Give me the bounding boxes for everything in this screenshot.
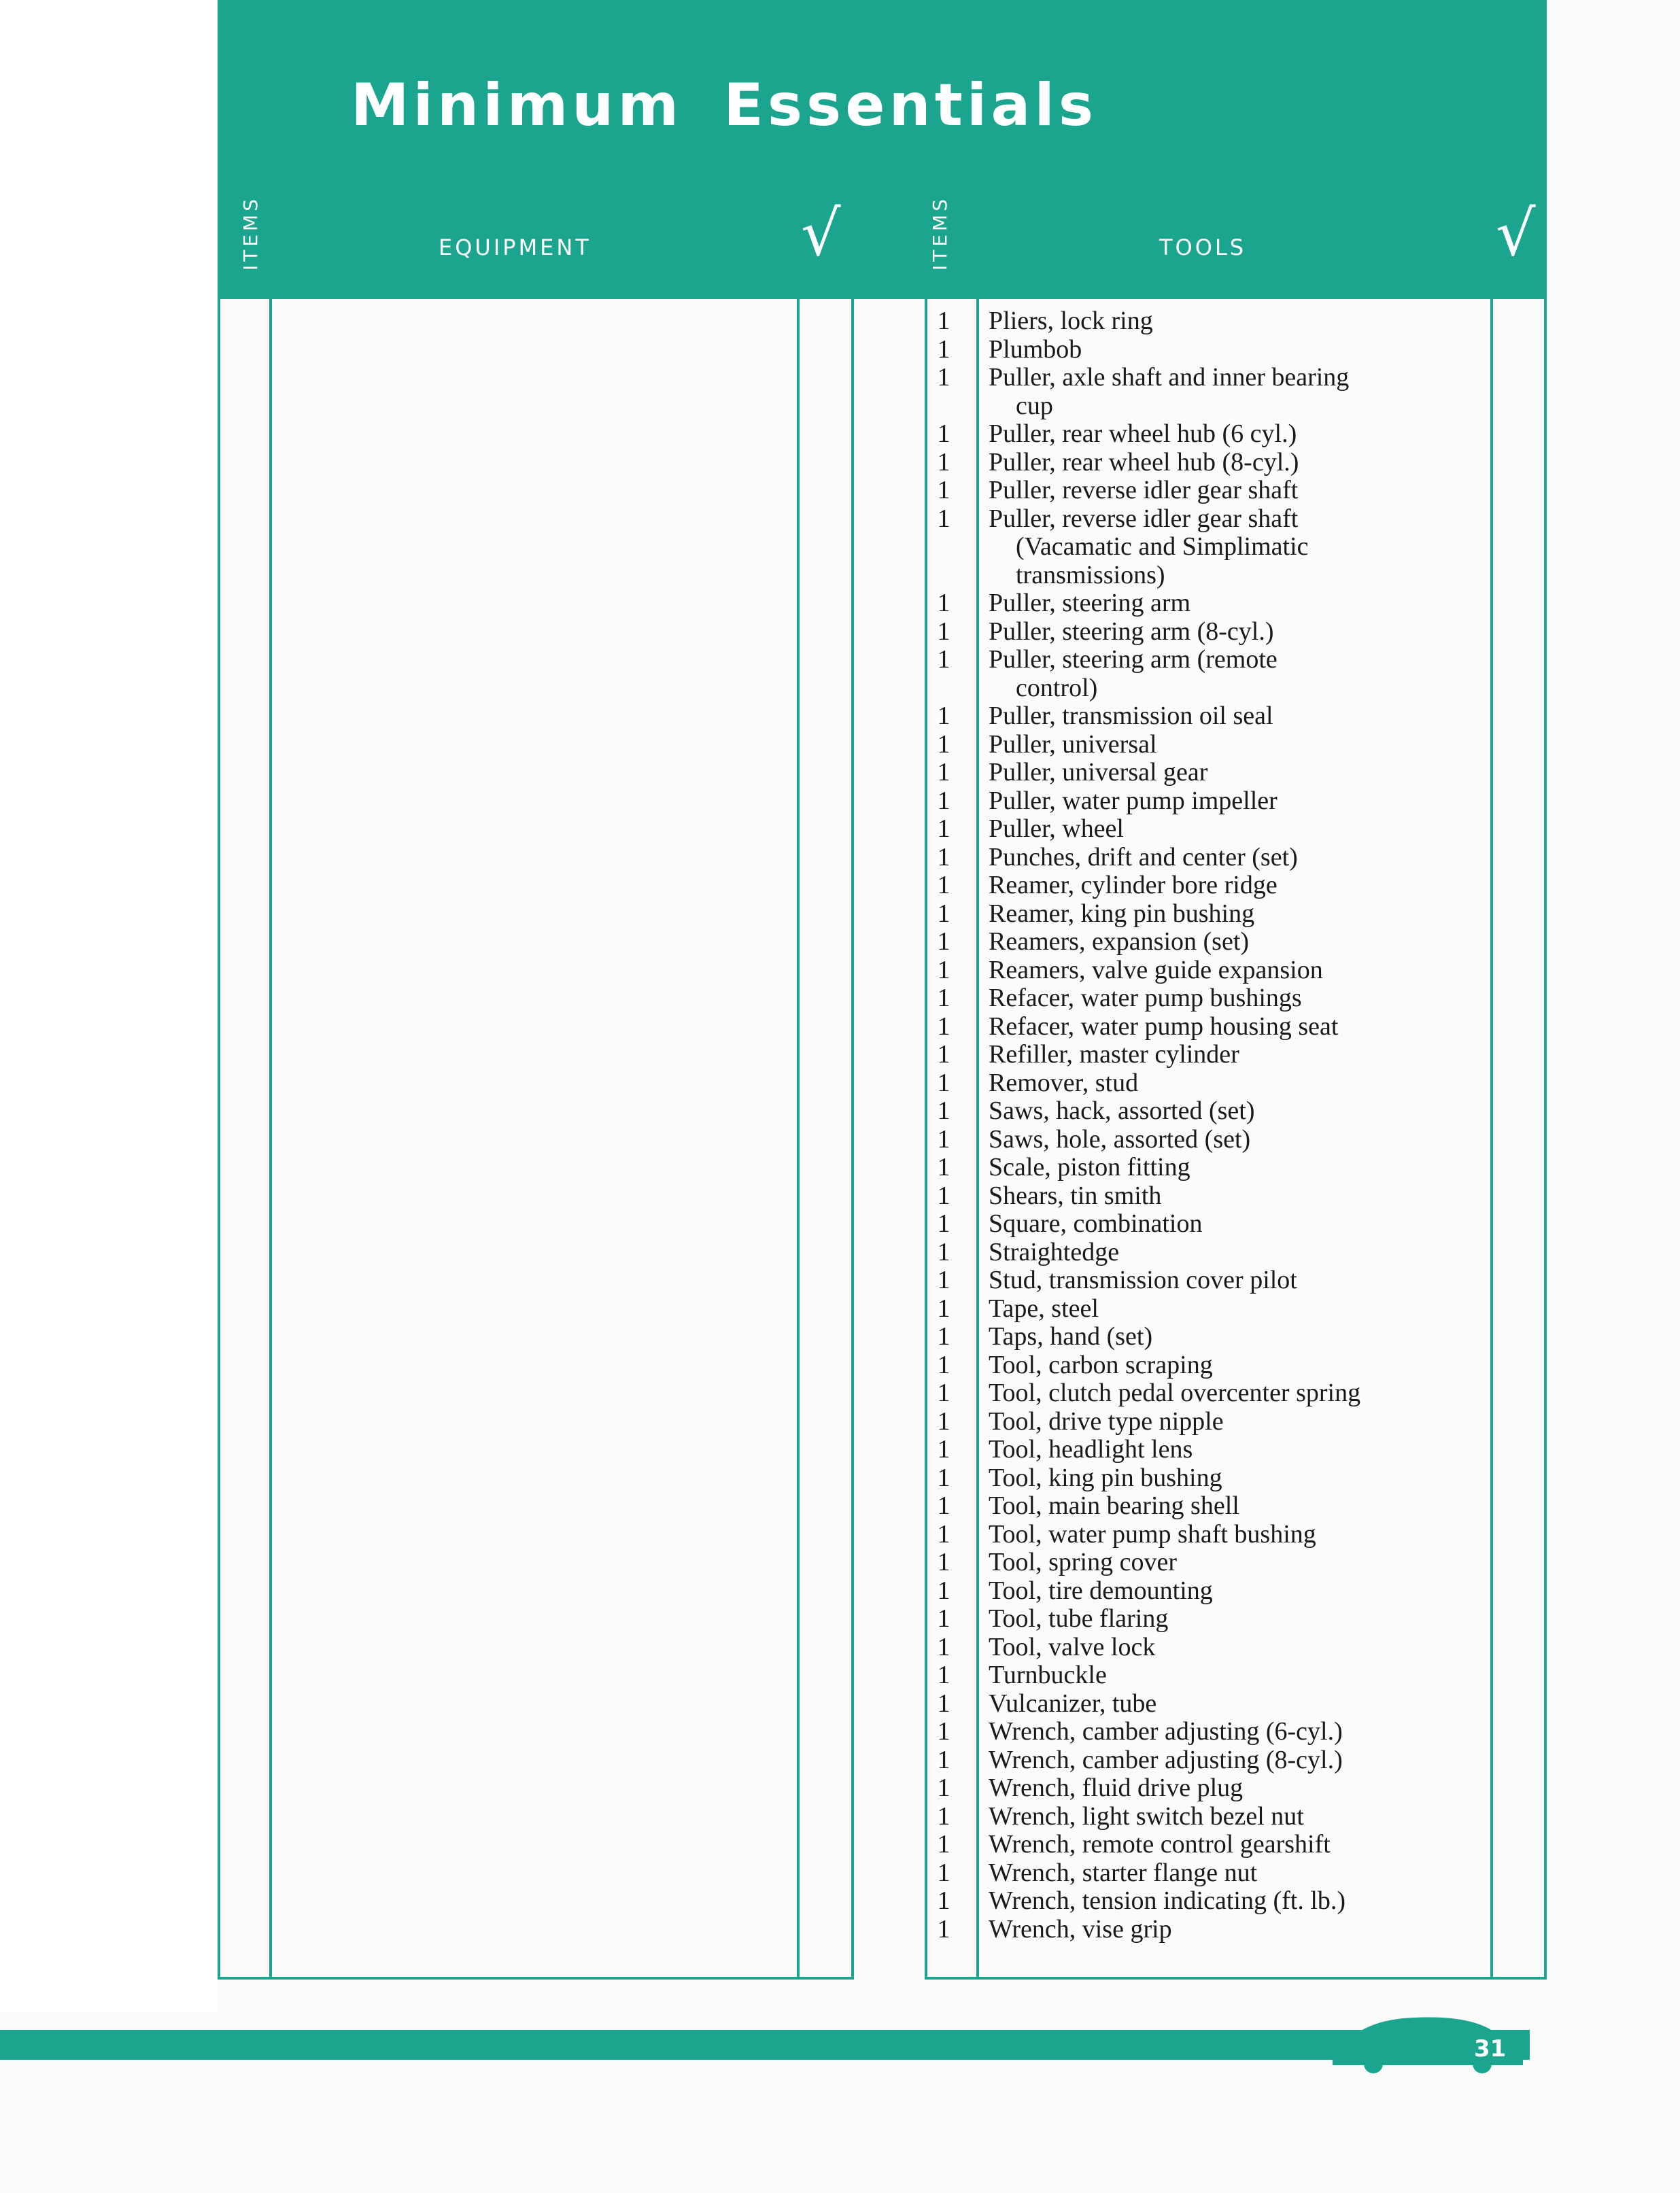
tool-row	[925, 787, 1537, 816]
tool-name-text: Wrench, starter flange nut	[989, 1858, 1258, 1887]
tool-name-text: Tape, steel	[989, 1294, 1099, 1323]
tool-name	[989, 928, 1451, 956]
tool-quantity: 1	[937, 1548, 950, 1576]
tool-name	[989, 1266, 1451, 1295]
tool-name-text: Tool, tire demounting	[989, 1576, 1213, 1605]
tool-name-text: Reamers, expansion (set)	[989, 927, 1250, 956]
tool-row	[925, 1718, 1537, 1746]
tool-name	[989, 1774, 1451, 1803]
tool-quantity: 1	[937, 1237, 950, 1266]
equipment-check-divider	[797, 299, 800, 1980]
tool-row	[925, 1295, 1537, 1324]
tool-name	[989, 1634, 1451, 1662]
tool-row	[925, 702, 1537, 731]
tool-name	[989, 420, 1451, 449]
tool-row	[925, 1351, 1537, 1380]
tool-name	[989, 1831, 1451, 1859]
footer-band	[0, 2030, 1530, 2060]
tool-quantity: 1	[937, 476, 950, 504]
tool-name-text: Wrench, tension indicating (ft. lb.)	[989, 1886, 1346, 1915]
tool-row	[925, 731, 1537, 759]
tool-name-text: Tool, clutch pedal overcenter spring	[989, 1379, 1361, 1407]
tool-quantity: 1	[937, 1886, 950, 1915]
tool-row	[925, 928, 1537, 956]
tool-name	[989, 1859, 1451, 1888]
tool-name-continuation: control)	[1016, 673, 1098, 702]
tool-name-text: Tool, tube flaring	[989, 1604, 1169, 1633]
tool-name-text: Refacer, water pump bushings	[989, 984, 1302, 1012]
tool-quantity: 1	[937, 1463, 950, 1492]
tool-name-text: Puller, rear wheel hub (8-cyl.)	[989, 447, 1299, 477]
tool-row	[925, 1408, 1537, 1436]
tool-name-text: Wrench, camber adjusting (8-cyl.)	[989, 1745, 1343, 1774]
tool-name-text: Tool, spring cover	[989, 1548, 1178, 1576]
tool-quantity: 1	[937, 729, 950, 759]
tool-quantity: 1	[937, 1914, 950, 1944]
tool-row	[925, 618, 1537, 646]
tool-name-text: Straightedge	[989, 1237, 1120, 1266]
tool-name-text: Puller, axle shaft and inner bearing	[989, 363, 1350, 392]
tool-row	[925, 1859, 1537, 1888]
tool-name-text: Puller, universal	[989, 729, 1157, 759]
tool-name	[989, 1887, 1451, 1916]
tool-row	[925, 1097, 1537, 1126]
equipment-items-label: ITEMS	[239, 196, 262, 271]
table-gap	[854, 299, 908, 1982]
tool-name-text: Square, combination	[989, 1209, 1203, 1238]
tool-name-text: Puller, universal gear	[989, 758, 1208, 787]
tool-quantity: 1	[937, 899, 950, 928]
tool-quantity: 1	[937, 1096, 950, 1125]
tool-row	[925, 420, 1537, 449]
tool-row	[925, 1210, 1537, 1239]
tool-row	[925, 1239, 1537, 1267]
page-margin	[0, 0, 218, 2012]
equipment-border-left	[218, 299, 220, 1980]
tool-row	[925, 759, 1537, 787]
tool-name-text: Tool, headlight lens	[989, 1435, 1193, 1464]
tool-row	[925, 1605, 1537, 1634]
tool-row	[925, 1746, 1537, 1775]
tool-row	[925, 1831, 1537, 1859]
tool-quantity: 1	[937, 1632, 950, 1661]
tool-row	[925, 1436, 1537, 1464]
tool-name-text: Tool, drive type nipple	[989, 1406, 1224, 1436]
tool-name-text: Wrench, vise grip	[989, 1914, 1172, 1944]
tool-quantity: 1	[937, 1661, 950, 1689]
tool-name	[989, 1041, 1451, 1069]
tool-name	[989, 1605, 1451, 1634]
equipment-column-heading: EQUIPMENT	[439, 235, 592, 260]
tool-name	[989, 1577, 1451, 1606]
tool-name-text: Puller, steering arm (8-cyl.)	[989, 617, 1274, 646]
tool-name	[989, 1295, 1451, 1324]
tool-name	[989, 364, 1451, 420]
tool-name-text: Puller, steering arm	[989, 589, 1191, 617]
tool-name-text: Punches, drift and center (set)	[989, 842, 1298, 871]
tool-name-text: Wrench, light switch bezel nut	[989, 1801, 1304, 1831]
tool-name	[989, 505, 1451, 590]
tool-name-text: Wrench, fluid drive plug	[989, 1774, 1244, 1802]
tool-name-text: Shears, tin smith	[989, 1181, 1162, 1210]
tool-name	[989, 1126, 1451, 1154]
equipment-items-divider	[269, 299, 272, 1980]
tools-check-heading: √	[1496, 197, 1536, 270]
header-band	[218, 0, 1547, 299]
tool-name-text: Puller, steering arm (remote	[989, 645, 1278, 674]
tool-name	[989, 900, 1451, 929]
tool-name-text: Tool, king pin bushing	[989, 1463, 1222, 1492]
tool-name	[989, 1718, 1451, 1746]
tool-row	[925, 364, 1537, 420]
tool-quantity: 1	[937, 363, 950, 392]
tool-name	[989, 1097, 1451, 1126]
tool-row	[925, 1577, 1537, 1606]
tool-quantity: 1	[937, 1294, 950, 1323]
tool-quantity: 1	[937, 1774, 950, 1802]
tool-row	[925, 1069, 1537, 1098]
tool-row	[925, 984, 1537, 1013]
tool-name	[989, 1182, 1451, 1211]
tool-name-text: Wrench, remote control gearshift	[989, 1830, 1331, 1859]
tool-name	[989, 336, 1451, 364]
tool-quantity: 1	[937, 758, 950, 787]
tool-quantity: 1	[937, 1153, 950, 1181]
tool-name	[989, 1013, 1451, 1041]
tool-quantity: 1	[937, 1322, 950, 1351]
tool-name-text: Tool, valve lock	[989, 1632, 1156, 1661]
tool-quantity: 1	[937, 1012, 950, 1041]
tool-row	[925, 505, 1537, 590]
tool-name-continuation: cup	[1016, 391, 1053, 420]
tool-name	[989, 844, 1451, 872]
tool-quantity: 1	[937, 814, 950, 843]
tool-quantity: 1	[937, 786, 950, 815]
tool-row	[925, 1774, 1537, 1803]
tool-name-text: Taps, hand (set)	[989, 1322, 1153, 1351]
tool-quantity: 1	[937, 589, 950, 617]
tool-row	[925, 589, 1537, 618]
tool-quantity: 1	[937, 984, 950, 1012]
tool-name-continuation: transmissions)	[1016, 560, 1165, 589]
tool-name	[989, 871, 1451, 900]
tool-name-text: Wrench, camber adjusting (6-cyl.)	[989, 1717, 1343, 1746]
tool-quantity: 1	[937, 1379, 950, 1407]
tool-quantity: 1	[937, 447, 950, 477]
tool-name	[989, 477, 1451, 505]
tool-quantity: 1	[937, 1435, 950, 1464]
tool-name	[989, 1464, 1451, 1493]
tool-row	[925, 477, 1537, 505]
tool-quantity: 1	[937, 927, 950, 956]
tool-row	[925, 336, 1537, 364]
tool-name-text: Plumbob	[989, 334, 1082, 364]
tool-quantity: 1	[937, 617, 950, 646]
tool-name	[989, 1549, 1451, 1577]
tool-quantity: 1	[937, 1181, 950, 1210]
page-title: Minimum Essentials	[350, 71, 1098, 139]
checklist-sheet	[218, 0, 1547, 1980]
tool-quantity: 1	[937, 645, 950, 674]
tool-row	[925, 844, 1537, 872]
tool-name-text: Puller, transmission oil seal	[989, 702, 1273, 730]
page-number: 31	[1474, 2035, 1507, 2062]
tool-name	[989, 731, 1451, 759]
tool-name-text: Refacer, water pump housing seat	[989, 1012, 1339, 1041]
tool-quantity: 1	[937, 871, 950, 899]
tool-row	[925, 1013, 1537, 1041]
tool-name	[989, 1408, 1451, 1436]
tool-name	[989, 1492, 1451, 1521]
tool-row	[925, 1661, 1537, 1690]
tool-name-text: Saws, hole, assorted (set)	[989, 1124, 1251, 1154]
tool-row	[925, 1323, 1537, 1351]
tool-name-text: Turnbuckle	[989, 1661, 1107, 1689]
equipment-check-heading: √	[801, 197, 841, 270]
tool-name	[989, 1661, 1451, 1690]
tool-name	[989, 1746, 1451, 1775]
tool-row	[925, 1266, 1537, 1295]
tool-row	[925, 1521, 1537, 1549]
tool-name	[989, 1210, 1451, 1239]
tool-quantity: 1	[937, 1040, 950, 1069]
tool-quantity: 1	[937, 1801, 950, 1831]
tool-name-text: Tool, carbon scraping	[989, 1350, 1213, 1379]
tool-name	[989, 1521, 1451, 1549]
tool-name	[989, 589, 1451, 618]
tool-name	[989, 307, 1451, 336]
tool-row	[925, 1492, 1537, 1521]
tool-row	[925, 1182, 1537, 1211]
tool-quantity: 1	[937, 702, 950, 730]
tool-quantity: 1	[937, 1576, 950, 1605]
tool-name-text: Reamer, cylinder bore ridge	[989, 871, 1278, 899]
tool-name-text: Puller, reverse idler gear shaft	[989, 476, 1299, 504]
tool-row	[925, 1549, 1537, 1577]
tool-row	[925, 1887, 1537, 1916]
tool-name-text: Pliers, lock ring	[989, 307, 1153, 335]
tool-name	[989, 646, 1451, 702]
tool-name-text: Tool, water pump shaft bushing	[989, 1519, 1316, 1549]
tool-name	[989, 1323, 1451, 1351]
tool-row	[925, 956, 1537, 985]
tool-name	[989, 1351, 1451, 1380]
tool-quantity: 1	[937, 1717, 950, 1746]
tool-quantity: 1	[937, 334, 950, 364]
tool-name-text: Puller, wheel	[989, 814, 1124, 843]
tool-name-text: Saws, hack, assorted (set)	[989, 1096, 1255, 1125]
tool-row	[925, 1041, 1537, 1069]
tools-list	[925, 307, 1537, 1944]
tool-name	[989, 618, 1451, 646]
tool-quantity: 1	[937, 1406, 950, 1436]
tool-name-text: Stud, transmission cover pilot	[989, 1266, 1297, 1294]
tool-quantity: 1	[937, 842, 950, 871]
tool-row	[925, 449, 1537, 477]
tool-name	[989, 984, 1451, 1013]
tools-border-bottom	[925, 1977, 1547, 1980]
tool-quantity: 1	[937, 1745, 950, 1774]
tool-name	[989, 702, 1451, 731]
tool-row	[925, 1464, 1537, 1493]
tool-name-text: Remover, stud	[989, 1068, 1139, 1097]
tool-name-text: Vulcanizer, tube	[989, 1689, 1157, 1718]
tool-row	[925, 1916, 1537, 1944]
tools-column-heading: TOOLS	[1159, 235, 1247, 260]
tool-quantity: 1	[937, 1689, 950, 1718]
equipment-border-right	[851, 299, 854, 1980]
tool-row	[925, 307, 1537, 336]
tool-quantity: 1	[937, 1830, 950, 1859]
tool-name-text: Reamers, valve guide expansion	[989, 955, 1323, 984]
tool-row	[925, 815, 1537, 844]
tool-name-text: Tool, main bearing shell	[989, 1491, 1239, 1520]
tool-row	[925, 1126, 1537, 1154]
tool-name-text: Puller, rear wheel hub (6 cyl.)	[989, 419, 1297, 448]
tool-name	[989, 1803, 1451, 1831]
tool-quantity: 1	[937, 504, 950, 533]
tool-name	[989, 1916, 1451, 1944]
tools-items-label: ITEMS	[929, 196, 951, 271]
tool-quantity: 1	[937, 1124, 950, 1154]
tool-quantity: 1	[937, 1266, 950, 1294]
tool-row	[925, 1803, 1537, 1831]
tool-quantity: 1	[937, 419, 950, 448]
tool-row	[925, 871, 1537, 900]
tool-name-text: Reamer, king pin bushing	[989, 899, 1255, 928]
tool-name-text: Puller, water pump impeller	[989, 786, 1278, 815]
tool-name	[989, 1379, 1451, 1408]
tool-name	[989, 815, 1451, 844]
tool-name-text: Puller, reverse idler gear shaft	[989, 504, 1299, 533]
tool-name	[989, 1154, 1451, 1182]
tool-quantity: 1	[937, 1604, 950, 1633]
tool-row	[925, 646, 1537, 702]
tool-quantity: 1	[937, 955, 950, 984]
tool-name	[989, 956, 1451, 985]
tool-quantity: 1	[937, 307, 950, 335]
tool-quantity: 1	[937, 1350, 950, 1379]
tool-name	[989, 1436, 1451, 1464]
equipment-border-bottom	[218, 1977, 854, 1980]
tool-name	[989, 787, 1451, 816]
tool-name	[989, 1690, 1451, 1719]
tools-border-right	[1544, 299, 1547, 1980]
tool-quantity: 1	[937, 1858, 950, 1887]
tool-name-text: Scale, piston fitting	[989, 1153, 1190, 1181]
tool-name	[989, 759, 1451, 787]
tool-quantity: 1	[937, 1519, 950, 1549]
tool-quantity: 1	[937, 1068, 950, 1097]
tool-row	[925, 900, 1537, 929]
tool-row	[925, 1690, 1537, 1719]
tool-name	[989, 449, 1451, 477]
tool-row	[925, 1379, 1537, 1408]
tool-name-text: Refiller, master cylinder	[989, 1040, 1239, 1069]
tool-name	[989, 1239, 1451, 1267]
tool-name-continuation: (Vacamatic and Simplimatic	[1016, 532, 1309, 561]
tool-row	[925, 1154, 1537, 1182]
tool-row	[925, 1634, 1537, 1662]
tool-quantity: 1	[937, 1209, 950, 1238]
tool-name	[989, 1069, 1451, 1098]
tool-quantity: 1	[937, 1491, 950, 1520]
